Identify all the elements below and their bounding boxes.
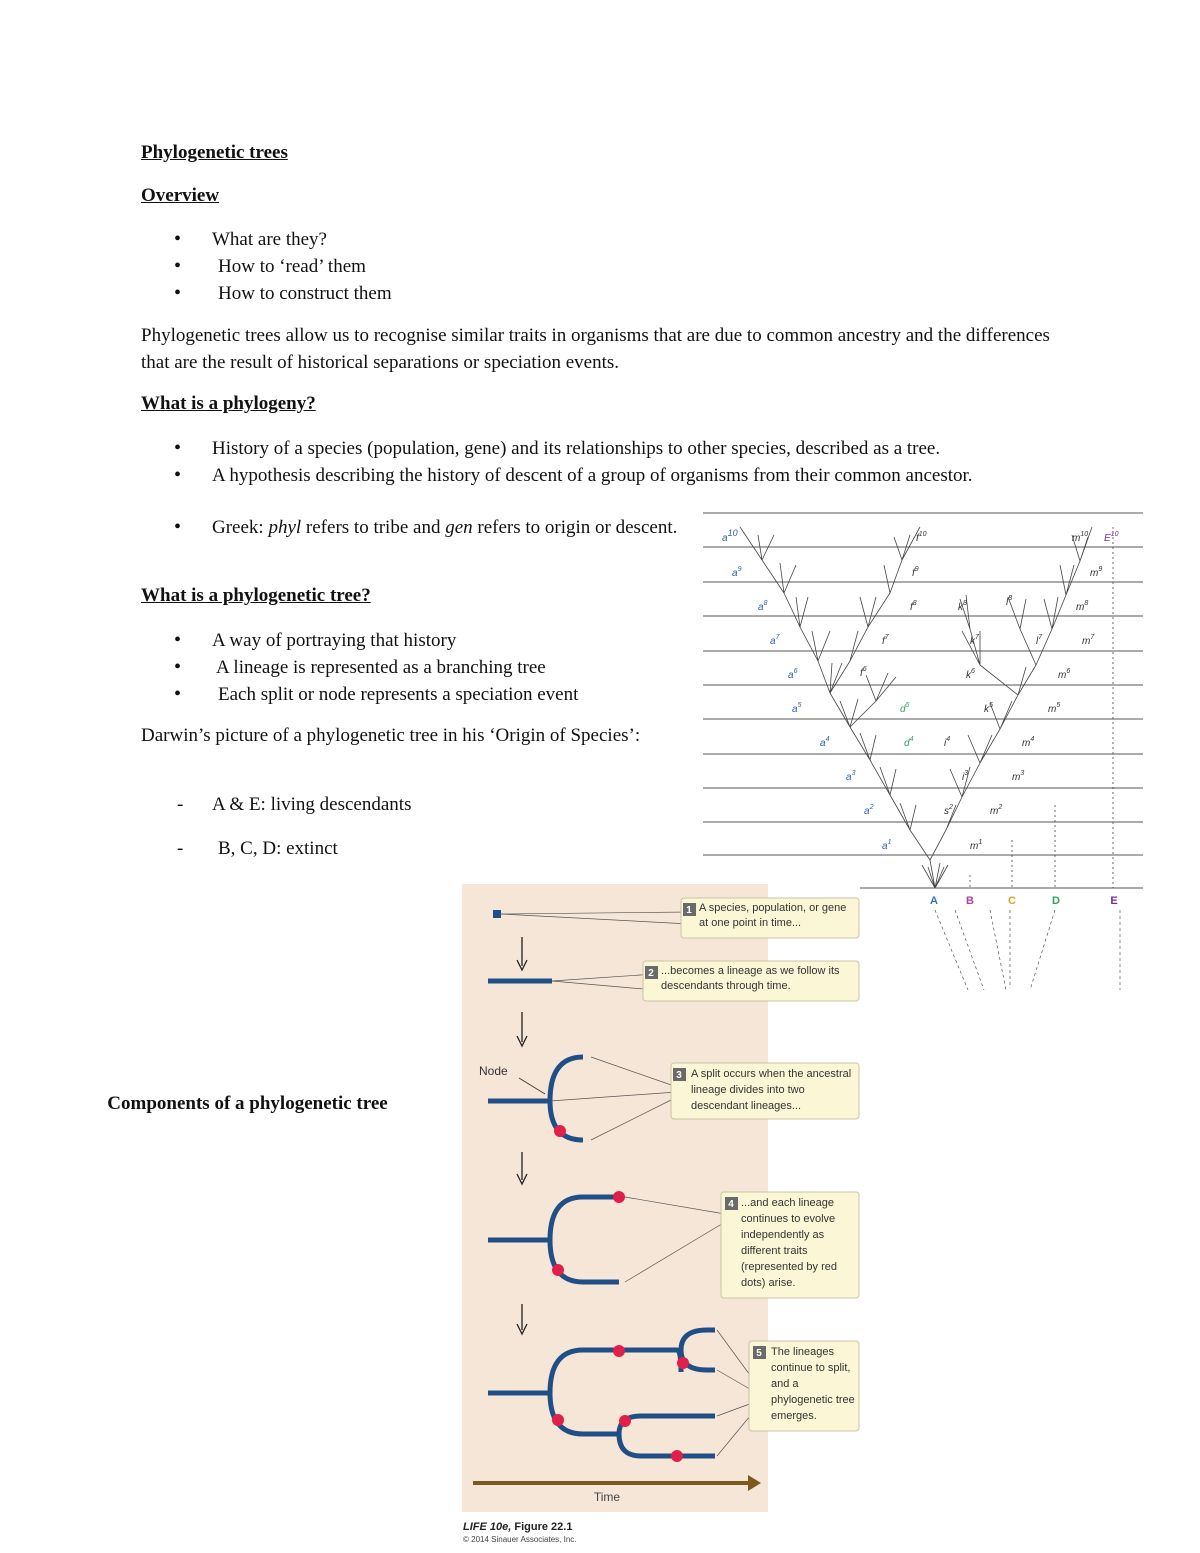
svg-text:m2: $m^2$	[990, 804, 1003, 817]
dash-mark: -	[177, 794, 184, 815]
svg-text:f8: $f^8$	[910, 600, 917, 613]
components-heading: Components of a phylogenetic tree	[107, 1093, 388, 1114]
svg-text:m4: $m^4$	[1022, 736, 1035, 749]
tree-list	[141, 627, 681, 708]
species-label-a: A	[930, 895, 938, 907]
trait-dot	[613, 1191, 625, 1203]
lineage-label: a	[882, 841, 888, 852]
list-item: • Each split or node represents a speciation event	[141, 681, 681, 708]
lineage-label: m	[1090, 568, 1099, 579]
svg-text:5: 5	[756, 1348, 762, 1359]
svg-text:m6: $m^6$	[1058, 668, 1071, 681]
lineage-label: a	[722, 533, 728, 544]
lineage-label: d	[900, 704, 906, 715]
svg-text:k6: $k^6$	[966, 668, 975, 681]
greek-phyl: phyl	[268, 517, 302, 538]
trait-dot	[554, 1125, 566, 1137]
svg-text:m10: $m^{10}$	[1072, 531, 1089, 544]
lineage-label: a	[758, 602, 764, 613]
lineage-label: m	[990, 806, 999, 817]
step-text: ...and each lineage continues to evolve independently as different traits (represented by red dots) arise.	[741, 1197, 837, 1289]
lineage-label: l	[1036, 636, 1039, 647]
lineage-label: a	[792, 704, 798, 715]
list-item: • What are they?	[141, 226, 701, 253]
lineage-label: d	[904, 738, 910, 749]
svg-text:k7: $k^7$	[970, 634, 979, 647]
greek-text-pre: Greek:	[212, 517, 269, 538]
greek-text-post: refers to origin or descent.	[472, 517, 678, 538]
lineage-label: m	[1022, 738, 1031, 749]
svg-text:m7: $m^7$	[1082, 634, 1095, 647]
trait-dot	[671, 1450, 683, 1462]
lineage-label: k	[984, 704, 989, 715]
dash-text: A & E: living descendants	[212, 794, 412, 815]
lineage-label: m	[1072, 533, 1081, 544]
lineage-label: m	[1076, 602, 1085, 613]
lineage-label: f	[916, 533, 919, 544]
svg-text:a5: $a^5$	[792, 702, 802, 715]
svg-text:a2: $a^2$	[864, 804, 874, 817]
intro-paragraph: Phylogenetic trees allow us to recognise similar traits in organisms that are due to common ancestry and the differences that are the result of historical separations or speciation events.	[141, 325, 1050, 373]
svg-text:E10: $E^{10}$	[1104, 531, 1119, 544]
species-labels	[930, 895, 1118, 907]
lineage-label: k	[966, 670, 971, 681]
svg-text:k8: $k^8$	[958, 600, 967, 613]
list-item: • A lineage is represented as a branching tree	[141, 654, 681, 681]
life-figure	[455, 882, 875, 1552]
svg-text:m5: $m^5$	[1048, 702, 1061, 715]
lineage-label: f	[860, 668, 863, 679]
list-item: • A hypothesis describing the history of descent of a group of organisms from their common ancestor.	[141, 462, 1061, 489]
species-label-b: B	[966, 895, 974, 907]
lineage-label: f	[912, 568, 915, 579]
svg-text:i3: $i^3$	[962, 770, 969, 783]
svg-text:d4: $d^4$	[904, 736, 914, 749]
lineage-label: m	[970, 841, 979, 852]
trait-dot	[613, 1345, 625, 1357]
lineage-label: a	[864, 806, 870, 817]
svg-text:m1: $m^1$	[970, 839, 983, 852]
svg-text:f9: $f^9$	[912, 566, 919, 579]
svg-text:m3: $m^3$	[1012, 770, 1025, 783]
lineage-label: f	[910, 602, 913, 613]
greek-text-mid: refers to tribe and	[301, 517, 446, 538]
svg-text:i4: $i^4$	[944, 736, 951, 749]
step-text: A split occurs when the ancestral lineage divides into two descendant lineages...	[691, 1068, 852, 1112]
step-text: ...becomes a lineage as we follow its descendants through time.	[661, 965, 840, 992]
step-text: The lineages continue to split, and a phylogenetic tree emerges.	[771, 1346, 855, 1422]
darwin-item-living	[141, 791, 641, 818]
svg-text:2: 2	[648, 968, 654, 979]
overview-heading: Overview	[141, 185, 220, 206]
phylogeny-heading: What is a phylogeny?	[141, 393, 316, 414]
lineage-label: m	[1082, 636, 1091, 647]
lineage-label: E	[1104, 533, 1111, 544]
trait-dot	[619, 1415, 631, 1427]
list-item: • A way of portraying that history	[141, 627, 681, 654]
greek-gen: gen	[445, 517, 473, 538]
darwin-paragraph: Darwin’s picture of a phylogenetic tree in his ‘Origin of Species’:	[141, 725, 641, 746]
step-text: A species, population, or gene at one point in time...	[699, 902, 847, 929]
svg-text:1: 1	[686, 905, 692, 916]
lineage-label: a	[770, 636, 776, 647]
figure-caption: LIFE 10e, Figure 22.1	[463, 1521, 573, 1533]
lineage-label: i	[962, 772, 965, 783]
darwin-item-extinct	[141, 835, 641, 862]
lineage-label: l	[1006, 597, 1009, 608]
svg-text:f6: $f^6$	[860, 666, 867, 679]
svg-text:a6: $a^6$	[788, 668, 798, 681]
list-item: • How to ‘read’ them	[141, 253, 701, 280]
list-item: • How to construct them	[141, 280, 701, 307]
tree-heading: What is a phylogenetic tree?	[141, 585, 371, 606]
node-label: Node	[479, 1064, 508, 1078]
lineage-label: a	[732, 568, 738, 579]
lineage-label: k	[970, 636, 975, 647]
species-label-d: D	[1052, 895, 1060, 907]
page-title: Phylogenetic trees	[141, 142, 288, 163]
lineage-label: m	[1048, 704, 1057, 715]
lineage-label: a	[788, 670, 794, 681]
svg-text:3: 3	[676, 1070, 682, 1081]
svg-text:s2: $s^2$	[944, 804, 953, 817]
svg-text:f7: $f^7$	[882, 634, 889, 647]
faded-lines	[935, 910, 1120, 990]
svg-text:4: 4	[728, 1199, 734, 1210]
lineage-label: i	[944, 738, 947, 749]
svg-text:a8: $a^8$	[758, 600, 768, 613]
trait-dot	[677, 1357, 689, 1369]
trait-dot	[552, 1414, 564, 1426]
svg-text:l7: $l^7$	[1036, 634, 1043, 647]
list-item	[141, 514, 681, 541]
dash-text: B, C, D: extinct	[218, 838, 338, 859]
list-item: • History of a species (population, gene) and its relationships to other species, described as a tree.	[141, 435, 1061, 462]
phylogeny-list	[141, 435, 1061, 489]
callout-step-1	[681, 898, 859, 938]
svg-text:m8: $m^8$	[1076, 600, 1089, 613]
lineage-label: a	[820, 738, 826, 749]
lineage-label: s	[944, 806, 949, 817]
svg-text:a7: $a^7$	[770, 634, 780, 647]
svg-text:a9: $a^9$	[732, 566, 742, 579]
callout-step-2	[643, 961, 859, 1001]
svg-text:m9: $m^9$	[1090, 566, 1103, 579]
callout-step-3	[671, 1063, 859, 1119]
species-label-c: C	[1008, 895, 1016, 907]
svg-text:d5: $d^5$	[900, 702, 910, 715]
dash-mark: -	[177, 838, 184, 859]
svg-text:a4: $a^4$	[820, 736, 830, 749]
lineage-label: m	[1012, 772, 1021, 783]
time-label: Time	[593, 1490, 621, 1504]
svg-text:f10: $f^{10}$	[916, 531, 927, 544]
overview-list	[141, 226, 701, 307]
phylogeny-list-greek	[141, 514, 681, 541]
svg-text:k5: $k^5$	[984, 702, 993, 715]
lineage-label: k	[958, 602, 963, 613]
svg-text:l8: $l^8$	[1006, 595, 1013, 608]
lineage-label: a	[846, 772, 852, 783]
species-square	[493, 910, 501, 918]
figure-copyright: © 2014 Sinauer Associates, Inc.	[463, 1535, 577, 1544]
species-label-e: E	[1110, 895, 1118, 907]
lineage-label: m	[1058, 670, 1067, 681]
callout-step-4	[721, 1192, 859, 1298]
trait-dot	[552, 1264, 564, 1276]
svg-text:a1: $a^1$	[882, 839, 892, 852]
svg-text:a10: a10	[722, 528, 738, 544]
lineage-label: f	[882, 636, 885, 647]
svg-text:a3: $a^3$	[846, 770, 856, 783]
callout-step-5	[749, 1341, 859, 1431]
